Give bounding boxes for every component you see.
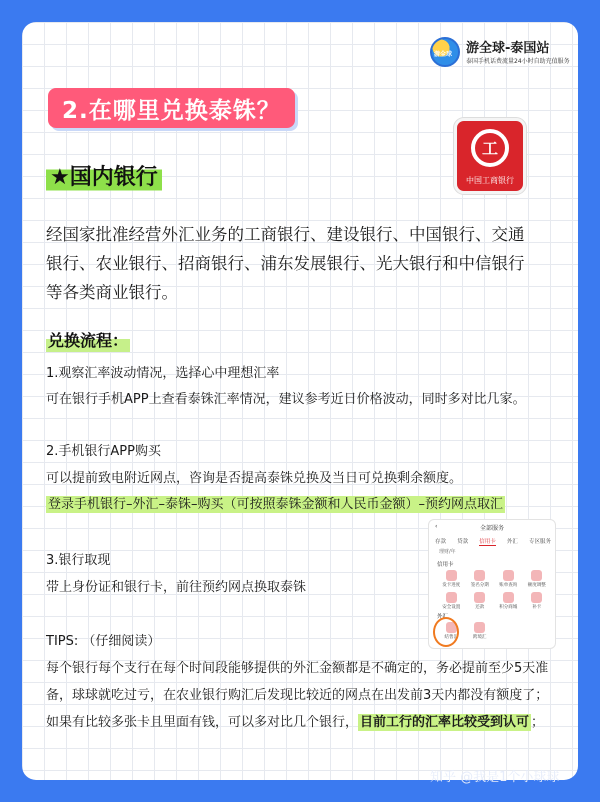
app-section-credit: 信用卡 bbox=[437, 562, 454, 568]
service-label: 跨境汇 bbox=[473, 635, 487, 640]
app-tab-active: 信用卡 bbox=[479, 539, 496, 545]
app-grid-item bbox=[466, 622, 495, 640]
app-grid-item bbox=[523, 592, 552, 610]
steps-heading bbox=[46, 328, 130, 352]
section-heading-text: ★国内银行 bbox=[50, 165, 158, 190]
app-grid-item bbox=[437, 592, 466, 610]
app-tab: 外汇 bbox=[506, 539, 518, 545]
service-icon bbox=[474, 570, 485, 581]
app-tab: 存款 bbox=[435, 539, 447, 545]
tips-line3-highlight: 目前工行的汇率比较受到认可 bbox=[360, 715, 530, 730]
app-grid-item bbox=[494, 592, 523, 610]
brand-logo-icon bbox=[430, 37, 460, 67]
step2-title: 2.手机银行APP购买 bbox=[46, 444, 161, 459]
brand bbox=[430, 35, 580, 73]
service-label: 安全设置 bbox=[442, 605, 461, 610]
service-label: 结售汇 bbox=[444, 635, 458, 640]
app-tabs bbox=[435, 537, 551, 546]
app-grid-item bbox=[494, 570, 523, 588]
tips-line3-prefix: 如果有比较多张卡且里面有钱，可以多对比几个银行， bbox=[46, 715, 359, 730]
app-grid-item bbox=[523, 570, 552, 588]
icbc-label: 中国工商银行 bbox=[466, 176, 514, 185]
app-header bbox=[429, 520, 555, 534]
steps-heading-text: 兑换流程： bbox=[48, 331, 129, 350]
back-icon: ‹ bbox=[435, 523, 438, 530]
service-label: 额度调整 bbox=[527, 583, 546, 588]
service-label: 还款 bbox=[475, 605, 485, 610]
service-label: 账单查询 bbox=[499, 583, 518, 588]
intro-line: 等各类商业银行。 bbox=[46, 283, 178, 302]
app-grid-item bbox=[437, 570, 466, 588]
step2-desc: 可以提前致电附近网点，咨询是否提高泰铢兑换及当日可兑换剩余额度。 bbox=[46, 471, 463, 486]
step3-desc: 带上身份证和银行卡，前往预约网点换取泰铢 bbox=[46, 580, 307, 595]
service-icon bbox=[531, 592, 542, 603]
tips-line: 每个银行每个支行在每个时间段能够提供的外汇金额都是不确定的，务必提前至少5天准 bbox=[46, 661, 549, 676]
brand-subtitle: 泰国手机话费流量24小时自助充值服务 bbox=[466, 58, 570, 65]
watermark: 知乎 @我是1个小球球 bbox=[430, 770, 560, 785]
page-title bbox=[48, 88, 295, 128]
service-label: 签名分期 bbox=[470, 583, 489, 588]
service-label: 发卡进度 bbox=[442, 583, 461, 588]
step2-path-highlight: 登录手机银行–外汇–泰铢–购买（可按照泰铢金额和人民币金额）–预约网点取汇 bbox=[48, 497, 504, 512]
step3-title: 3.银行取现 bbox=[46, 553, 111, 568]
service-icon bbox=[503, 592, 514, 603]
app-title: 全部服务 bbox=[479, 525, 504, 532]
service-icon bbox=[474, 592, 485, 603]
app-section-forex: 外汇 bbox=[437, 614, 449, 620]
step2-path bbox=[46, 493, 505, 512]
app-grid-credit bbox=[437, 570, 551, 610]
service-label: 补卡 bbox=[532, 605, 542, 610]
tips-line3-suffix: ； bbox=[531, 715, 545, 730]
transfer-icon bbox=[474, 622, 485, 633]
app-grid-item bbox=[466, 592, 495, 610]
step1-desc: 可在银行手机APP上查看泰铢汇率情况，建议参考近日价格波动，同时多对比几家。 bbox=[46, 392, 526, 407]
icbc-logo-icon bbox=[454, 118, 526, 194]
service-icon bbox=[531, 570, 542, 581]
page-title-text: 2.在哪里兑换泰铢？ bbox=[62, 97, 281, 124]
service-icon bbox=[446, 592, 457, 603]
service-icon bbox=[446, 570, 457, 581]
app-tab: 贷款 bbox=[457, 539, 469, 545]
brand-logo-text: 游全球 bbox=[434, 51, 453, 58]
tips-line bbox=[46, 711, 544, 730]
section-heading bbox=[46, 160, 162, 192]
intro-paragraph bbox=[46, 220, 566, 307]
icbc-glyph-icon: 工 bbox=[482, 139, 499, 158]
highlight-circle bbox=[433, 617, 459, 647]
tips-title: TIPS: （仔细阅读） bbox=[46, 634, 161, 649]
app-grid-item bbox=[466, 570, 495, 588]
app-tab: 专区服务 bbox=[528, 539, 551, 545]
tips-line: 备，球球就吃过亏，在农业银行购汇后发现比较近的网点在出发前3天内都没有额度了； bbox=[46, 688, 549, 703]
brand-title: 游全球-泰国站 bbox=[466, 41, 550, 56]
intro-line: 经国家批准经营外汇业务的工商银行、建设银行、中国银行、交通 bbox=[46, 225, 525, 244]
service-label: 积分商城 bbox=[499, 605, 518, 610]
app-sub: 理财/年 bbox=[439, 549, 456, 555]
intro-line: 银行、农业银行、招商银行、浦东发展银行、光大银行和中信银行 bbox=[46, 254, 525, 273]
step1-title: 1.观察汇率波动情况，选择心中理想汇率 bbox=[46, 366, 280, 381]
service-icon bbox=[503, 570, 514, 581]
bank-app-screenshot bbox=[428, 519, 556, 649]
